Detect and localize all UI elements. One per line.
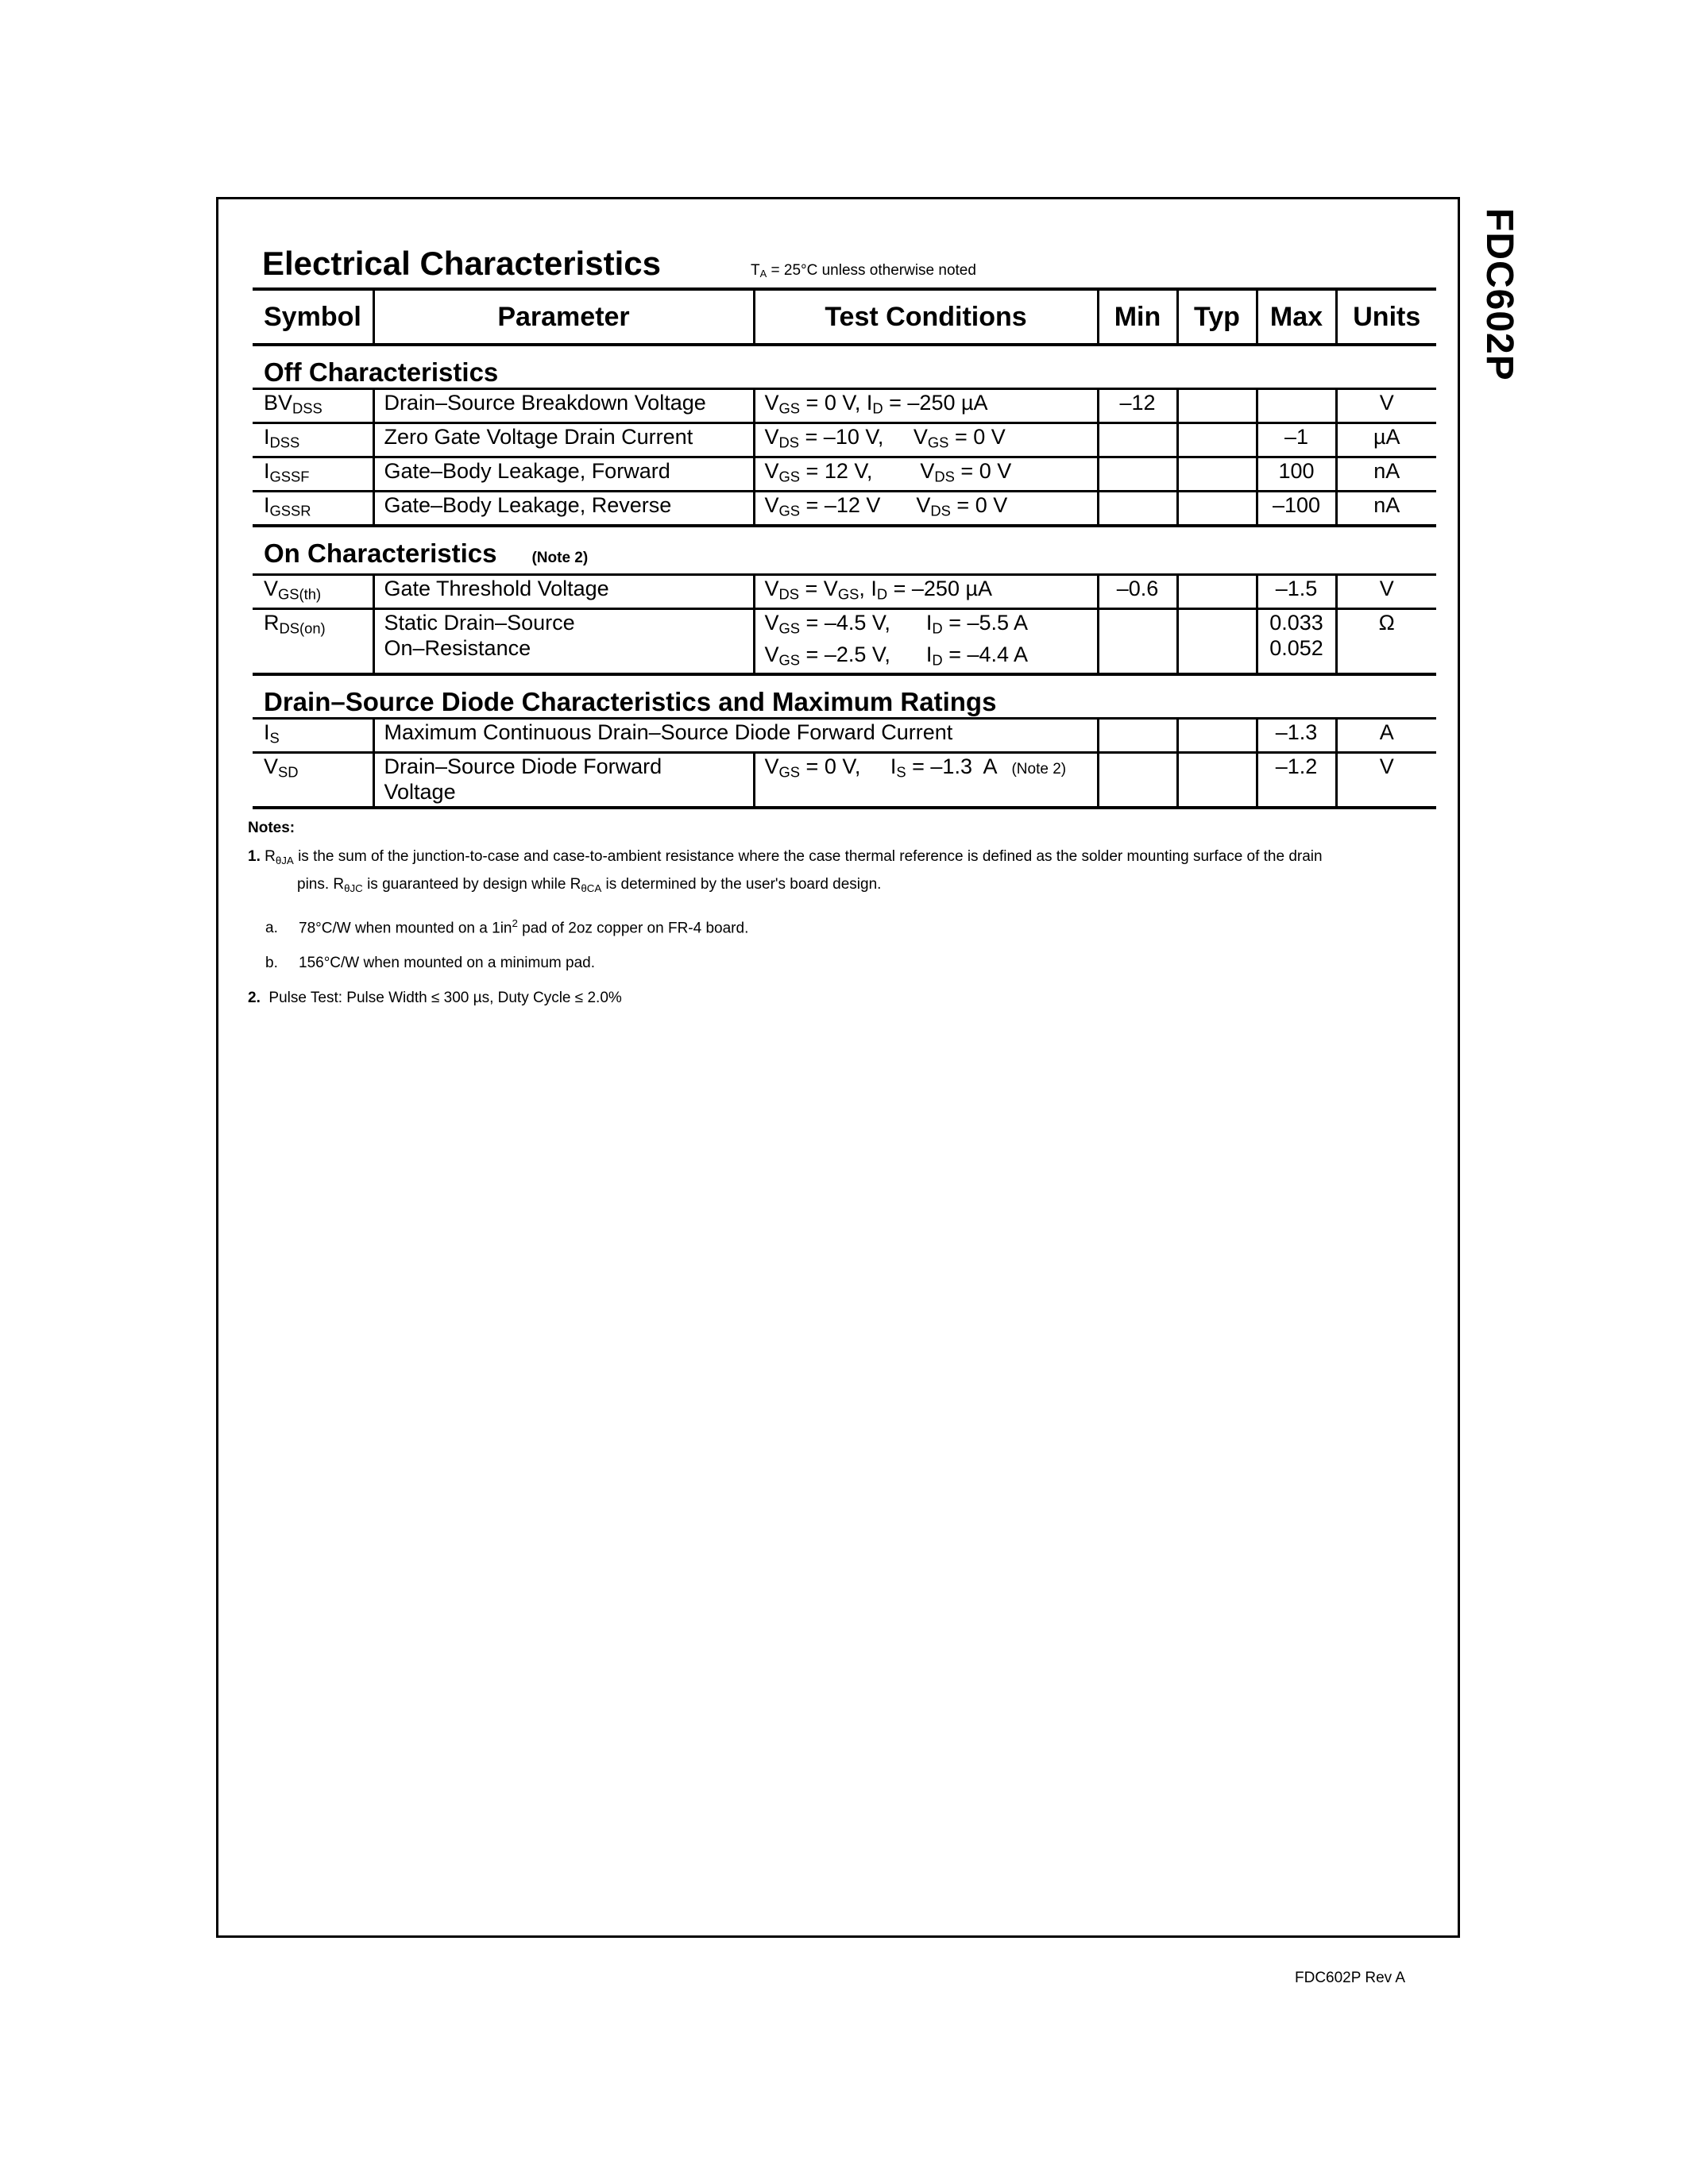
table-header-row (253, 289, 1436, 345)
table-row: $I_S$ Maximum Continuous Drain–Source Diode Forward Current –1.3 A (253, 719, 1436, 753)
note-1b: b. 156°C/W when mounted on a minimum pad. (265, 955, 596, 972)
note-1-continued: pins. $R_{\theta JC}$ is guaranteed by design while $R_{\theta CA}$ is determined by the user's board design. (297, 875, 882, 894)
title-row (262, 245, 1438, 286)
table-row: $I_{GSSR}$ Gate–Body Leakage, Reverse $V_{GS} = -12$ V $V_{DS} = 0$ V –100 nA (253, 492, 1436, 527)
side-part-number: FDC602P (1478, 208, 1520, 381)
table-row: $V_{SD}$ Drain–Source Diode Forward Voltage $V_{GS} = 0$ V, $I_S = -1.3$ A (Note 2) –1.2 V (253, 753, 1436, 808)
table-row: $I_{DSS}$ Zero Gate Voltage Drain Current $V_{DS} = -10$ V, $V_{GS} = 0$ V –1 µA (253, 423, 1436, 457)
table-row: $BV_{DSS}$ Drain–Source Breakdown Voltage $V_{GS} = 0$ V, $I_D = -250$ µA –12 V (253, 389, 1436, 423)
section-diode: Drain–Source Diode Characteristics and Maximum Ratings (253, 674, 1436, 719)
table-row: $V_{GS(th)}$ Gate Threshold Voltage $V_{DS} = V_{GS}$, $I_D = -250$ µA –0.6 –1.5 V (253, 575, 1436, 609)
header-units: Units (1336, 289, 1436, 345)
header-symbol: Symbol (253, 289, 373, 345)
header-parameter: Parameter (373, 289, 754, 345)
header-max: Max (1257, 289, 1336, 345)
electrical-characteristics-table (253, 287, 1436, 809)
note-1a: a. 78°C/W when mounted on a $1in^2$ pad of 2oz copper on FR-4 board. (265, 916, 749, 937)
notes-heading: Notes: (248, 820, 295, 836)
notes-section (248, 816, 1447, 1010)
table-row: $R_{DS(on)}$ Static Drain–Source On–Resistance $V_{GS} = -4.5$ V, $I_D = -5.5$ A $V_{GS} = -2.5$ V, $I_D = -4.4$ A 0.033 0.052 Ω (253, 609, 1436, 675)
header-test-conditions: Test Conditions (754, 289, 1098, 345)
page-title: Electrical Characteristics (262, 245, 661, 282)
note-1: 1. $R_{\theta JA}$ is the sum of the junction-to-case and case-to-ambient resistance where the case thermal reference is defined as the solder mounting surface of the drain (248, 848, 1323, 866)
table-row: $I_{GSSF}$ Gate–Body Leakage, Forward $V_{GS} = 12$ V, $V_{DS} = 0$ V 100 nA (253, 457, 1436, 492)
header-typ: Typ (1177, 289, 1257, 345)
header-min: Min (1098, 289, 1177, 345)
section-on: On Characteristics (Note 2) (253, 526, 1436, 575)
footer-revision: FDC602P Rev A (1295, 1970, 1406, 1986)
section-off: Off Characteristics (253, 345, 1436, 389)
note-2: 2. Pulse Test: Pulse Width ≤ 300 µs, Duty Cycle ≤ 2.0% (248, 990, 622, 1007)
title-note: $T_A = 25^\circ C$ unless otherwise noted (751, 262, 976, 280)
